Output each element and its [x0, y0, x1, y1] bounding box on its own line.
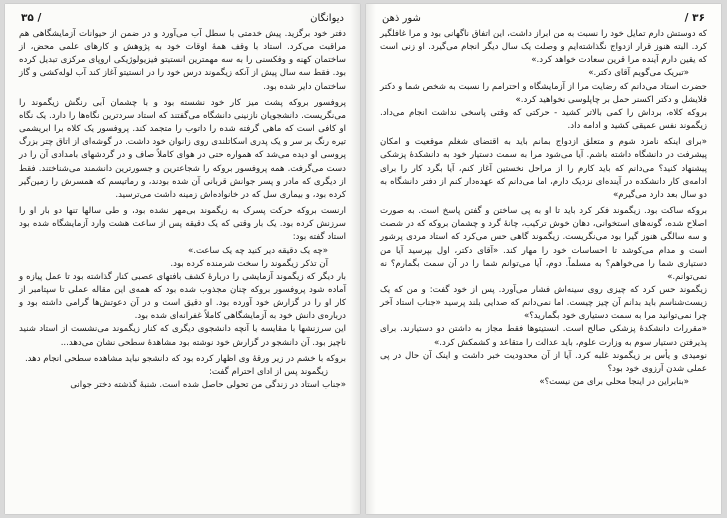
paragraph: آن تذکر زیگموند را سخت شرمنده کرده بود. — [170, 258, 328, 269]
right-running-title: شور ذهن — [382, 13, 421, 24]
paragraph: بروکه ساکت بود. زیگموند فکر کرد باید تا او به پی ساختن و گفتن پاسخ است. به صورت اصلاح شده، گونه‌های استخوانی، دهان خوش ترکیب، چانهٔ گرد و چشمان بروکه که در شصت و سه سالگی هنوز گیرا بود می‌نگریست. زیگموند گاهی حس می‌کرد که استاد مردی پرشور است و مدام می‌کوشد تا احساسات خود را مهار کند. «آقای دکتر، اول بپرسید آیا من دستیاری شما را می‌خواهم؟ به مسلماً. دوم، آیا می‌توانم شما را در آن سمت بگمارم؟ نه نمی‌توانم.» — [380, 206, 707, 282]
paragraph: که دوستش دارم تمایل خود را نسبت به من ابراز داشت، این اتفاق ناگهانی بود و مرا غافلگیر کرد. البته هنوز قرار ازدواج نگذاشته‌ایم و وصلت یک سال دیگر انجام می‌گیرد. او زنی است که یقین دارم آینده مرا قرین سعادت خواهد کرد.» — [380, 29, 707, 66]
paragraph: بروکه با خشم در زیر ورقهٔ وی اظهار کرده بود که دانشجو نباید مشاهده سطحی انجام دهد. — [24, 353, 346, 364]
right-page-header — [380, 12, 707, 24]
gutter-shadow — [366, 4, 376, 514]
left-page — [5, 4, 360, 514]
left-running-title: دیوانگان — [310, 13, 344, 24]
paragraph: پروفسور بروکه پشت میز کار خود نشسته بود و با چشمان آبی رنگش زیگموند را می‌نگریست. دانشجویان نازنینی دانشگاه می‌گفتند که استاد سردترین نگاه‌ها را دارد. یک نگاه او کافی است که ماهی گرفته شده را داتوب را متجمد کند. پروفسور یک کلاه برا ابریشمی تیره رنگ بر سر و یک پدری اسکاتلندی روی زانوان خود داشت. در گوشه‌ای از اتاق چتر بزرگ پروسی او دیده می‌شد که همواره حتی در هوای کاملاً صاف و در گردشهای بامدادی آن را در دست می‌گرفت. همه پروفسور بروکه را شجاعترین و جسورترین دانشمند می‌شناختند. فقط از دیگری که مادر و پسر جوانش قربانی آن شده بودند، و رماتیسم که همسرش را زمین‌گیر کرده بود، و بیماری سل که در خانواده‌اش زمینه داشت می‌ترسید. — [19, 97, 346, 200]
paragraph: دفتر خود برگزید. پیش خدمتی با سطل آب می‌آورد و در ضمن از حیوانات آزمایشگاهی هم مراقبت می‌کرد. استاد با وقف همهٔ اوقات خود به پژوهش و کارهای علمی محض، از ساختمان کهنه و وفکسنی را به سه مهمترین انستیتو فیزیولوژیکی اروپای مرکزی تبدیل کرده بود. فقط سه سال پیش از آنکه زیگموند درس خود را در انستیتو آغاز کند آب لوله‌کشی و گاز ساختمان دایر شده بود. — [19, 29, 346, 92]
paragraph: «بنابراین در اینجا محلی برای من نیست؟» — [539, 377, 689, 388]
paragraph: زیگموند پس از ادای احترام گفت: — [209, 366, 328, 377]
paragraph: بروکه کلاه، برداش را کمی بالاتر کشید - حرکتی که وقتی پاسخی نداشت انجام می‌داد. زیگموند نفس عمیقی کشید و ادامه داد. — [380, 107, 707, 132]
left-page-number: / ۳۵ — [21, 12, 42, 24]
paragraph: این سرزنشها با مقایسه با آنچه دانشجوی دیگری که کنار زیگموند می‌نشست از استاد شنید ناچیز بود. آن دانشجو در گزارش خود نوشته بود مشاهدهٔ سطحی نشان می‌دهد... — [19, 324, 346, 348]
paragraph: «تبریک می‌گویم آقای دکتر.» — [588, 68, 689, 79]
left-page-body — [19, 28, 346, 392]
paragraph: «مقررات دانشکدهٔ پزشکی صالح است. انستیتوها فقط مجاز به داشتن دو دستیارند. برای پذیرفتن دستیار سوم به وزارت علوم، باید عدالت را متقاعد و کشمکش کرد.» — [380, 324, 707, 348]
paragraph: بار دیگر که زیگموند آزمایشی را دربارهٔ کشف بافتهای عصبی کنار گذاشته بود تا عمل پیازه و آماده شود پروفسور بروکه چنان مجذوب شده بود که همه‌ی این مقاله عملی تا سپتامبر از کار او را در گزارش خود آورده بود. او دقیق است و در آن دعوتش‌ها گرامی داشته بود و درباره‌ی دانش خود به آزمایشگاهی کاملاً غفرانه‌ای شده بود. — [19, 271, 346, 322]
paragraph: ارنست بروکه حرکت پسرک به زیگموند بی‌مهر نشده بود، و طی سالها تنها دو بار او را سرزنش کرده بود. یک بار وقتی که یک دقیقه پس از ساعت هشت وارد آزمایشگاه شده بود استاد گفته بود: — [19, 206, 346, 243]
left-page-header — [19, 12, 346, 24]
right-page — [366, 4, 721, 514]
paragraph: «برای اینکه نامزد شوم و متعلق ازدواج بمانم باید به اقتضای شغلم موقعیت و امکان پیشرفت در دانشگاه داشته باشم. آیا می‌شود مرا به سمت دستیار خود به دانشکدهٔ پزشکی پیشنهاد کنید؟ می‌دانم که باید کارم را از مراحل نخستین آغاز کنم، آیا بگرد کار را برای ادامه‌ی کار دانشکده در آینده‌ای نزدیک دارم، اما می‌دانم که عهده‌دار کنم از دفتر دانشگاه به دو سال بعد دارد می‌گیرم» — [380, 137, 707, 200]
paragraph: «جناب استاد در زندگی من تحولی حاصل شده است. شنبهٔ گذشته دختر جوانی — [70, 380, 346, 391]
paragraph: حضرت استاد می‌دانم که رضایت مرا از آزمایشگاه و احترامم را نسبت به شخص شما و دکتر فلایشل و دکتر اکسنر حمل بر چاپلوسی نخواهید کرد.» — [380, 81, 707, 105]
gutter-shadow — [350, 4, 360, 514]
paragraph: نومیدی و یأس بر زیگموند غلبه کرد. آیا از آن محدودیت خبر داشت و اینک آن حال در پی عملی شدن آرزوی خود بود؟ — [380, 350, 707, 374]
paragraph: «چه یک دقیقه دیر کنید چه یک ساعت.» — [188, 245, 328, 256]
right-page-body — [380, 28, 707, 389]
right-page-number: ۳۶ / — [684, 12, 705, 24]
paragraph: زیگموند حس کرد که چیزی روی سینه‌اش فشار می‌آورد. پس از خود گفت: و من که یک زیست‌شناسم باید بدانم آن چیز چیست. اما نمی‌دانم که صدایی بلند پرسید «جناب استاد آخر چرا نمی‌توانید مرا به سمت دستیاری خود بگمارید؟» — [380, 284, 707, 322]
